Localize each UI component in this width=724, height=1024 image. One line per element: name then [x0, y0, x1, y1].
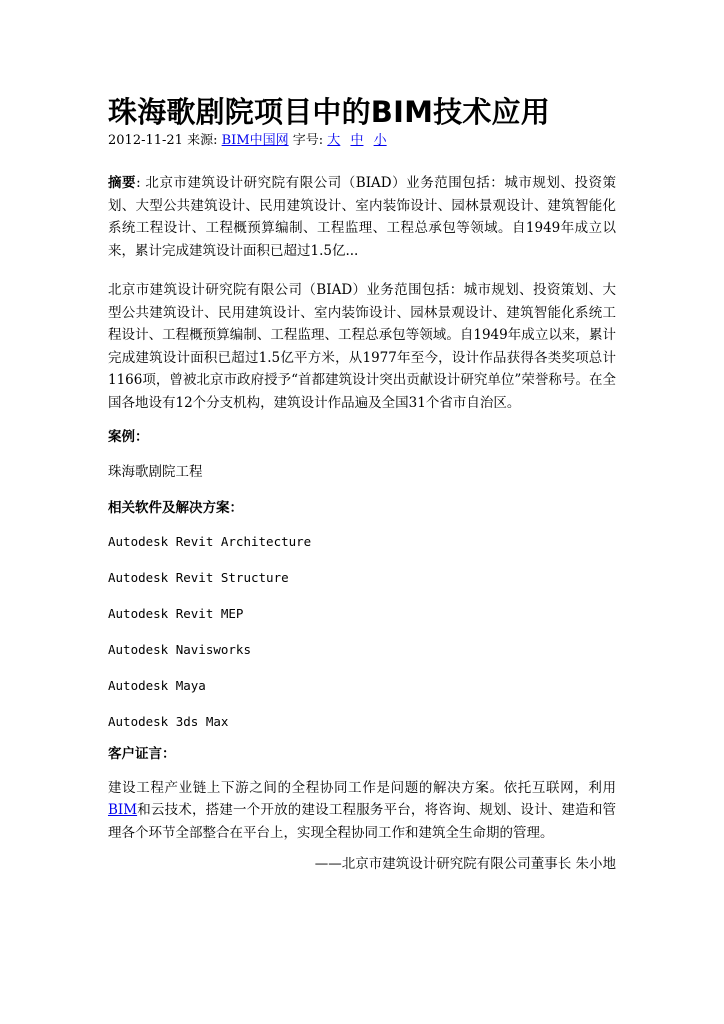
source-link[interactable]: BIM中国网	[221, 133, 289, 148]
font-size-small-link[interactable]: 小	[373, 133, 387, 148]
font-size-medium-link[interactable]: 中	[350, 133, 364, 148]
article-title: 珠海歌剧院项目中的BIM技术应用	[108, 95, 550, 129]
software-heading: 相关软件及解决方案：	[108, 499, 243, 516]
software-item: Autodesk Revit MEP	[108, 605, 244, 621]
software-item: Autodesk Navisworks	[108, 641, 251, 657]
bim-link[interactable]: BIM	[108, 802, 138, 818]
software-item: Autodesk Maya	[108, 677, 206, 693]
case-heading: 案例：	[108, 429, 149, 445]
font-size-large-link[interactable]: 大	[327, 133, 341, 148]
body-paragraph: 北京市建筑设计研究院有限公司（BIAD）业务范围包括：城市规划、投资策划、大型公共建筑设计、民用建筑设计、室内装饰设计、园林景观设计、建筑智能化系统工程设计、工程概预算编制、工程监理、工程总承包等领域。自1949年成立以来，累计完成建筑设计面积已超过1.5亿平方米，从1977年至今，设计作品获得各类奖项总计1166项，曾被北京市政府授予“首都建筑设计突出贡献设计研究单位”荣誉称号。在全国各地设有12个分支机构，建筑设计作品遍及全国31个省市自治区。	[108, 282, 616, 411]
abstract-label: 摘要	[108, 175, 137, 191]
article-content	[108, 92, 616, 875]
testimonial-text-before: 建设工程产业链上下游之间的全程协同工作是问题的解决方案。依托互联网，利用	[108, 779, 616, 796]
source-label: 来源:	[187, 133, 218, 148]
abstract	[108, 172, 616, 262]
abstract-text: : 北京市建筑设计研究院有限公司（BIAD）业务范围包括：城市规划、投资策划、大型公共建筑设计、民用建筑设计、室内装饰设计、园林景观设计、建筑智能化系统工程设计、工程概预算编制、工程监理、工程总承包等领域。自1949年成立以来，累计完成建筑设计面积已超过1.5亿...	[108, 175, 617, 259]
testimonial-text	[108, 777, 616, 845]
article-meta	[108, 132, 616, 150]
font-size-options	[327, 133, 392, 148]
testimonial-text-after: 和云技术，搭建一个开放的建设工程服务平台，将咨询、规划、设计、建造和管理各个环节全部整合在平台上，实现全程协同工作和建筑全生命期的管理。	[108, 802, 616, 841]
publish-date: 2012-11-21	[108, 133, 183, 148]
case-text: 珠海歌剧院工程	[108, 464, 203, 480]
software-item: Autodesk 3ds Max	[108, 713, 229, 729]
testimonial-heading: 客户证言：	[108, 745, 176, 762]
software-item: Autodesk Revit Structure	[108, 569, 289, 585]
software-list	[108, 532, 616, 732]
testimonial-signature: ——北京市建筑设计研究院有限公司董事长 朱小地	[314, 856, 616, 872]
software-item: Autodesk Revit Architecture	[108, 533, 312, 549]
font-size-label: 字号:	[292, 133, 324, 148]
